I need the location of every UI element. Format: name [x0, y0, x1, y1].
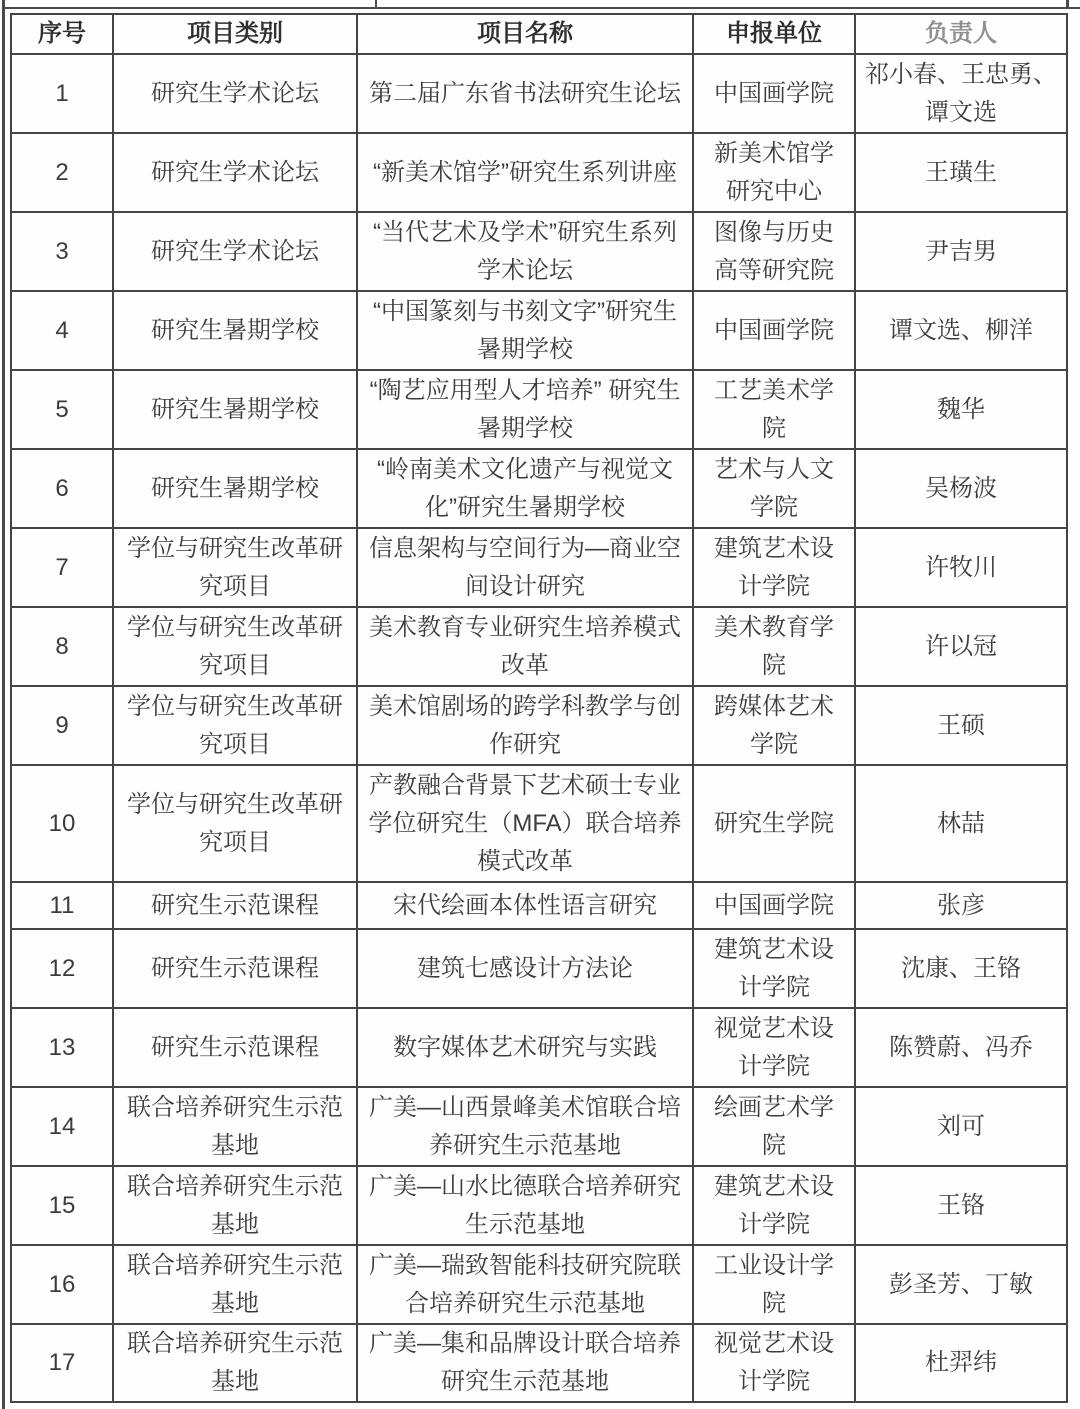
seq-cell: 7	[11, 528, 113, 607]
table-row	[11, 370, 1067, 449]
header-row	[11, 14, 1067, 54]
unit-cell: 中国画学院	[693, 54, 855, 133]
unit-cell: 建筑艺术设计学院	[693, 929, 855, 1008]
table-row	[11, 1008, 1067, 1087]
category-cell: 研究生暑期学校	[113, 370, 357, 449]
category-cell: 研究生学术论坛	[113, 133, 357, 212]
name-cell: 美术教育专业研究生培养模式改革	[357, 607, 693, 686]
name-cell: 广美—瑞致智能科技研究院联合培养研究生示范基地	[357, 1245, 693, 1324]
name-cell: 数字媒体艺术研究与实践	[357, 1008, 693, 1087]
leader-cell: 刘可	[855, 1087, 1067, 1166]
unit-cell: 建筑艺术设计学院	[693, 528, 855, 607]
outer-table-right-border-fragment	[1066, 0, 1069, 8]
leader-cell: 王璜生	[855, 133, 1067, 212]
unit-cell: 跨媒体艺术学院	[693, 686, 855, 765]
table-row	[11, 212, 1067, 291]
seq-cell: 14	[11, 1087, 113, 1166]
table-row	[11, 765, 1067, 882]
leader-cell: 王铬	[855, 1166, 1067, 1245]
name-cell: 广美—山西景峰美术馆联合培养研究生示范基地	[357, 1087, 693, 1166]
category-cell: 研究生示范课程	[113, 1008, 357, 1087]
category-cell: 研究生示范课程	[113, 929, 357, 1008]
unit-cell: 美术教育学院	[693, 607, 855, 686]
leader-cell: 杜羿纬	[855, 1324, 1067, 1402]
table-row	[11, 133, 1067, 212]
column-header-name: 项目名称	[357, 14, 693, 54]
leader-cell: 吴杨波	[855, 449, 1067, 528]
seq-cell: 16	[11, 1245, 113, 1324]
unit-cell: 新美术馆学研究中心	[693, 133, 855, 212]
unit-cell: 艺术与人文学院	[693, 449, 855, 528]
category-cell: 研究生学术论坛	[113, 54, 357, 133]
leader-cell: 陈赞蔚、冯乔	[855, 1008, 1067, 1087]
column-header-seq: 序号	[11, 14, 113, 54]
seq-cell: 8	[11, 607, 113, 686]
seq-cell: 9	[11, 686, 113, 765]
name-cell: 广美—山水比德联合培养研究生示范基地	[357, 1166, 693, 1245]
leader-cell: 尹吉男	[855, 212, 1067, 291]
category-cell: 研究生学术论坛	[113, 212, 357, 291]
name-cell: 产教融合背景下艺术硕士专业学位研究生（MFA）联合培养模式改革	[357, 765, 693, 882]
table-row	[11, 449, 1067, 528]
category-cell: 学位与研究生改革研究项目	[113, 686, 357, 765]
category-cell: 研究生示范课程	[113, 882, 357, 929]
name-cell: 广美—集和品牌设计联合培养研究生示范基地	[357, 1324, 693, 1402]
unit-cell: 建筑艺术设计学院	[693, 1166, 855, 1245]
seq-cell: 12	[11, 929, 113, 1008]
category-cell: 学位与研究生改革研究项目	[113, 607, 357, 686]
name-cell: 宋代绘画本体性语言研究	[357, 882, 693, 929]
name-cell: 第二届广东省书法研究生论坛	[357, 54, 693, 133]
unit-cell: 工艺美术学院	[693, 370, 855, 449]
leader-cell: 祁小春、王忠勇、谭文选	[855, 54, 1067, 133]
category-cell: 研究生暑期学校	[113, 449, 357, 528]
column-header-category: 项目类别	[113, 14, 357, 54]
unit-cell: 工业设计学院	[693, 1245, 855, 1324]
name-cell: “中国篆刻与书刻文字”研究生暑期学校	[357, 291, 693, 370]
category-cell: 联合培养研究生示范基地	[113, 1245, 357, 1324]
seq-cell: 11	[11, 882, 113, 929]
category-cell: 学位与研究生改革研究项目	[113, 765, 357, 882]
table-row	[11, 528, 1067, 607]
table-row	[11, 1166, 1067, 1245]
unit-cell: 中国画学院	[693, 291, 855, 370]
leader-cell: 彭圣芳、丁敏	[855, 1245, 1067, 1324]
category-cell: 联合培养研究生示范基地	[113, 1087, 357, 1166]
category-cell: 联合培养研究生示范基地	[113, 1166, 357, 1245]
outer-table-column-divider-fragment	[375, 0, 377, 8]
leader-cell: 许牧川	[855, 528, 1067, 607]
table-row	[11, 882, 1067, 929]
leader-cell: 谭文选、柳洋	[855, 291, 1067, 370]
table-row	[11, 686, 1067, 765]
name-cell: “当代艺术及学术”研究生系列学术论坛	[357, 212, 693, 291]
seq-cell: 17	[11, 1324, 113, 1402]
seq-cell: 1	[11, 54, 113, 133]
unit-cell: 视觉艺术设计学院	[693, 1008, 855, 1087]
table-row	[11, 291, 1067, 370]
seq-cell: 2	[11, 133, 113, 212]
name-cell: “陶艺应用型人才培养” 研究生暑期学校	[357, 370, 693, 449]
unit-cell: 视觉艺术设计学院	[693, 1324, 855, 1402]
name-cell: 美术馆剧场的跨学科教学与创作研究	[357, 686, 693, 765]
unit-cell: 研究生学院	[693, 765, 855, 882]
leader-cell: 林喆	[855, 765, 1067, 882]
leader-cell: 张彦	[855, 882, 1067, 929]
table-body	[11, 54, 1067, 1402]
unit-cell: 中国画学院	[693, 882, 855, 929]
unit-cell: 绘画艺术学院	[693, 1087, 855, 1166]
projects-table	[10, 13, 1068, 1403]
unit-cell: 图像与历史高等研究院	[693, 212, 855, 291]
name-cell: “岭南美术文化遗产与视觉文化”研究生暑期学校	[357, 449, 693, 528]
column-header-unit: 申报单位	[693, 14, 855, 54]
outer-table-top-border	[2, 7, 1080, 9]
table-header	[11, 14, 1067, 54]
name-cell: “新美术馆学”研究生系列讲座	[357, 133, 693, 212]
outer-table-left-border	[2, 0, 5, 1409]
seq-cell: 10	[11, 765, 113, 882]
name-cell: 信息架构与空间行为—商业空间设计研究	[357, 528, 693, 607]
table-row	[11, 1245, 1067, 1324]
seq-cell: 3	[11, 212, 113, 291]
category-cell: 学位与研究生改革研究项目	[113, 528, 357, 607]
leader-cell: 许以冠	[855, 607, 1067, 686]
seq-cell: 4	[11, 291, 113, 370]
table-row	[11, 1087, 1067, 1166]
seq-cell: 13	[11, 1008, 113, 1087]
leader-cell: 魏华	[855, 370, 1067, 449]
category-cell: 联合培养研究生示范基地	[113, 1324, 357, 1402]
leader-cell: 王硕	[855, 686, 1067, 765]
seq-cell: 5	[11, 370, 113, 449]
seq-cell: 15	[11, 1166, 113, 1245]
name-cell: 建筑七感设计方法论	[357, 929, 693, 1008]
column-header-leader: 负责人	[855, 14, 1067, 54]
table-row	[11, 1324, 1067, 1402]
category-cell: 研究生暑期学校	[113, 291, 357, 370]
table-row	[11, 607, 1067, 686]
seq-cell: 6	[11, 449, 113, 528]
table-row	[11, 54, 1067, 133]
table-row	[11, 929, 1067, 1008]
leader-cell: 沈康、王铬	[855, 929, 1067, 1008]
